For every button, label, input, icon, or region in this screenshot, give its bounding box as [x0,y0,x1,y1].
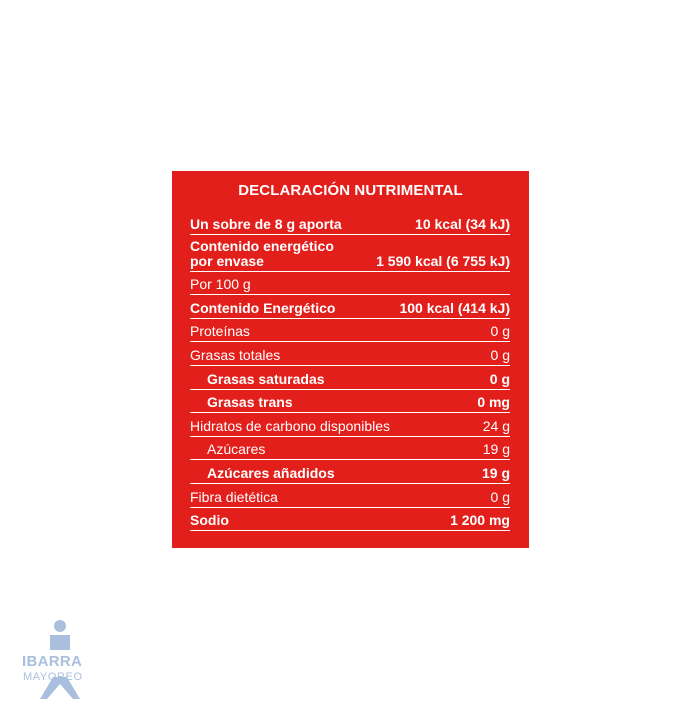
nutrition-row-label: Contenido Energético [190,299,336,316]
nutrition-row-protein [190,319,510,343]
nutrition-row-value: 0 mg [477,394,510,411]
nutrition-label-title: DECLARACIÓN NUTRIMENTAL [238,182,463,199]
nutrition-row-label: Sodio [190,512,229,529]
nutrition-row-value: 100 kcal (414 kJ) [399,299,510,316]
nutrition-row-energy [190,295,510,319]
nutrition-row-sodium [190,508,510,532]
nutrition-row-value: 0 g [490,346,510,363]
nutrition-row-value: 1 590 kcal (6 755 kJ) [376,252,510,269]
nutrition-row-label: Proteínas [190,323,250,340]
nutrition-row-fiber [190,484,510,508]
nutrition-row-sugars [190,437,510,461]
nutrition-row-label: Fibra dietética [190,488,278,505]
nutrition-table [190,211,510,531]
nutrition-row-label: Grasas saturadas [207,370,325,387]
nutrition-row-label-line2: por envase [190,252,264,269]
nutrition-row-saturated-fat [190,366,510,390]
nutrition-row-value: 19 g [482,441,510,458]
nutrition-row-label: Hidratos de carbono disponibles [190,417,391,434]
logo-brand-text: IBARRA [22,653,83,670]
nutrition-row-label-line1: Contenido energético [190,237,334,254]
nutrition-row-added-sugars [190,460,510,484]
nutrition-row-energy-package [190,235,510,272]
nutrition-row-label: Grasas totales [190,346,281,363]
nutrition-row-label: Un sobre de 8 g aporta [190,215,342,232]
nutrition-row-total-fat [190,342,510,366]
nutrition-row-value: 10 kcal (34 kJ) [415,215,510,232]
nutrition-row-value: 24 g [482,417,510,434]
nutrition-row-value: 0 g [489,370,510,387]
nutrition-row-value: 19 g [481,464,510,481]
nutrition-row-label [190,239,334,269]
logo-sub-text: MAYOREO [23,671,83,683]
nutrition-row-label: Por 100 g [190,276,251,293]
nutrition-row-per-100g [190,272,510,296]
nutrition-row-label: Azúcares añadidos [207,464,335,481]
nutrition-row-serving [190,211,510,235]
nutrition-row-label: Azúcares [207,441,266,458]
ibarra-mayoreo-logo [20,620,100,702]
nutrition-row-value: 0 g [490,488,510,505]
nutrition-row-value: 1 200 mg [450,512,510,529]
nutrition-row-trans-fat [190,390,510,414]
nutrition-row-value: 0 g [490,323,510,340]
nutrition-row-carbs [190,413,510,437]
nutrition-label-panel [172,171,529,548]
nutrition-row-label: Grasas trans [207,394,293,411]
